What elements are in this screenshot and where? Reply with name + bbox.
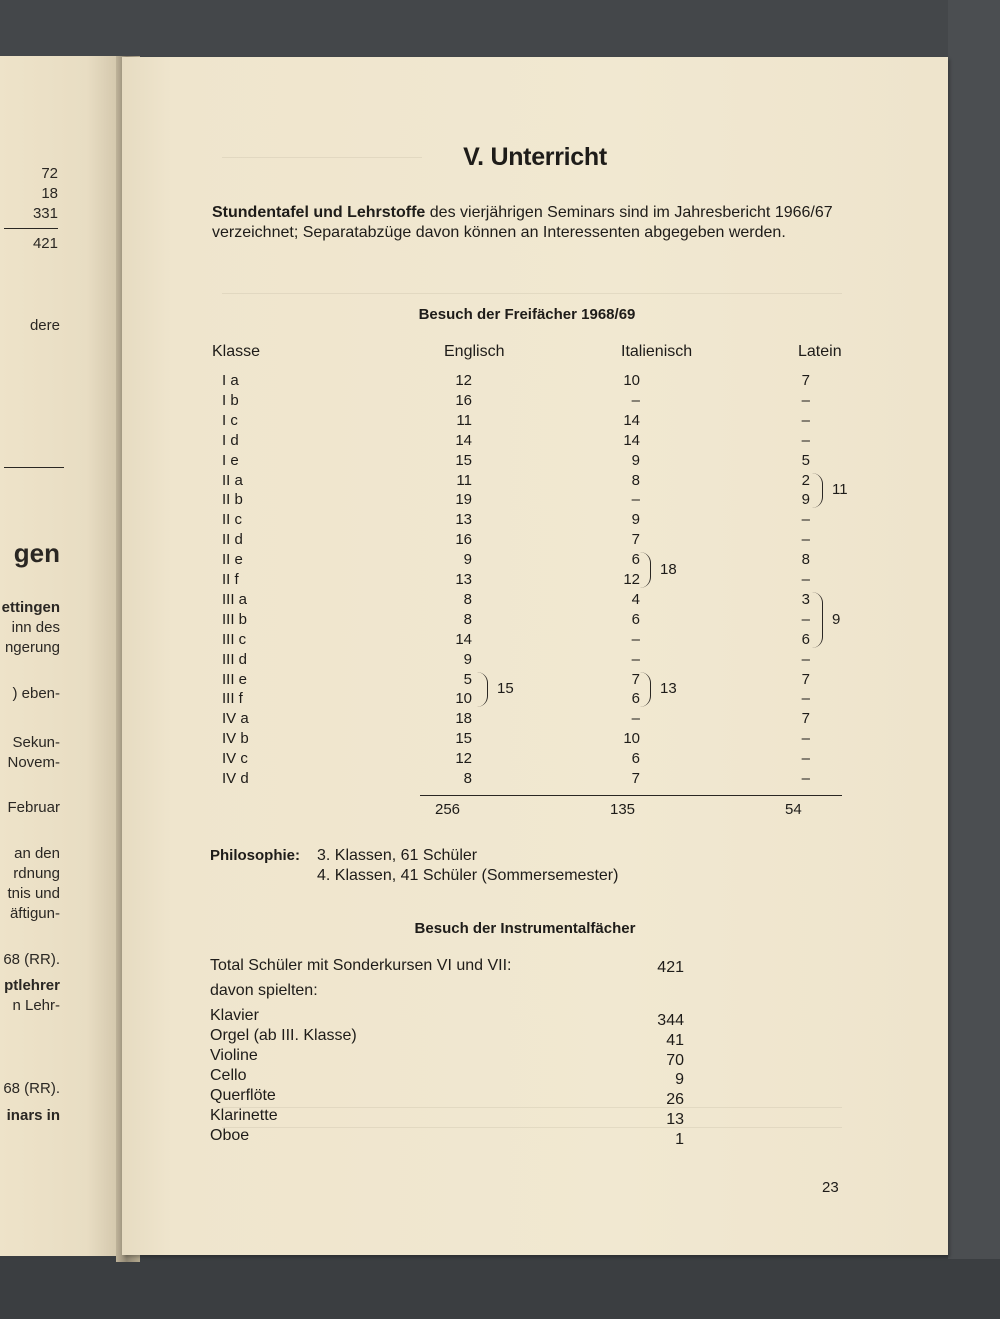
group-brace [812, 592, 823, 648]
cell-latein: – [801, 610, 810, 628]
cell-italienisch: – [631, 491, 640, 509]
cell-latein: 7 [801, 670, 810, 688]
instrument-count: 70 [666, 1052, 684, 1069]
cell-englisch: 10 [455, 690, 472, 708]
row-klasse: II a [222, 471, 243, 489]
cell-italienisch: 10 [623, 730, 640, 748]
row-klasse: III b [222, 610, 248, 628]
cell-latein: – [801, 690, 810, 708]
cell-italienisch: 14 [623, 411, 640, 429]
intro-text: des vierjährigen Seminars sind im Jahresbericht 1966/67 verzeichnet; Separatabzüge davon können an Interessenten abgegeben werden. [212, 204, 833, 241]
instrument-count: 26 [666, 1091, 684, 1108]
instrument-count: 1 [675, 1131, 684, 1148]
cell-englisch: 12 [455, 750, 472, 768]
cell-englisch: 16 [455, 531, 472, 549]
instrumental-subheading: davon spielten: [210, 982, 318, 999]
left-fragment: Februar [7, 799, 60, 816]
cell-italienisch: 6 [631, 610, 640, 628]
scan-background-top [0, 0, 1000, 58]
cell-englisch: 15 [455, 451, 472, 469]
bleed-through [222, 1107, 842, 1108]
scan-background-bottom [0, 1259, 1000, 1319]
row-klasse: IV c [222, 750, 248, 768]
cell-latein: – [801, 750, 810, 768]
row-klasse: II c [222, 511, 243, 529]
cell-englisch: 11 [456, 411, 472, 429]
cell-englisch: 12 [455, 372, 472, 389]
left-fragment: Sekun- [12, 734, 60, 751]
row-klasse: II b [222, 491, 243, 509]
page-title: V. Unterricht [463, 143, 607, 171]
left-number: 18 [41, 185, 58, 202]
cell-englisch: 8 [463, 590, 472, 608]
group-total: 13 [660, 680, 677, 698]
left-fragment: n Lehr- [12, 997, 60, 1014]
cell-italienisch: 9 [631, 451, 640, 469]
cell-englisch: 19 [455, 491, 472, 509]
cell-latein: – [801, 411, 810, 429]
cell-latein: 7 [801, 372, 810, 389]
cell-englisch: 18 [455, 710, 472, 728]
cell-italienisch: – [631, 710, 640, 728]
bleed-through [222, 1127, 842, 1128]
cell-italienisch: 6 [631, 690, 640, 708]
group-total: 15 [497, 680, 514, 698]
scan-background-right [948, 0, 1000, 1319]
group-brace [640, 672, 651, 708]
cell-latein: – [801, 431, 810, 449]
group-brace [640, 552, 651, 588]
instrument-name: Cello [210, 1067, 247, 1084]
row-klasse: I a [222, 372, 239, 389]
cell-latein: – [801, 571, 810, 588]
left-page [0, 56, 124, 1256]
cell-latein: 6 [801, 630, 810, 648]
total-italienisch: 135 [610, 801, 636, 818]
instrument-count: 41 [666, 1032, 684, 1049]
cell-italienisch: 7 [631, 531, 640, 549]
instrumental-total-value: 421 [657, 959, 684, 976]
column-header-latein: Latein [798, 343, 842, 360]
cell-latein: 9 [801, 491, 810, 509]
instrument-count: 9 [675, 1071, 684, 1088]
cell-latein: 2 [801, 471, 810, 489]
instrumental-total-label: Total Schüler mit Sonderkursen VI und VII: [210, 957, 512, 974]
cell-englisch: 15 [455, 730, 472, 748]
row-klasse: IV d [222, 770, 249, 787]
row-klasse: II f [222, 571, 239, 588]
cell-latein: – [801, 730, 810, 748]
philosophie-line: 4. Klassen, 41 Schüler (Sommersemester) [317, 867, 619, 884]
cell-englisch: 13 [455, 571, 472, 588]
cell-englisch: 5 [463, 670, 472, 688]
cell-latein: – [801, 770, 810, 787]
row-klasse: III a [222, 590, 248, 608]
cell-italienisch: – [631, 630, 640, 648]
instrumental-title: Besuch der Instrumentalfächer [414, 920, 636, 937]
left-fragment: an den [14, 845, 60, 862]
group-total: 11 [832, 481, 848, 499]
instrument-name: Klarinette [210, 1107, 278, 1124]
row-klasse: I b [222, 391, 239, 409]
left-fragment: rdnung [13, 865, 60, 882]
group-total: 9 [832, 610, 841, 628]
left-number: 421 [32, 235, 58, 252]
cell-italienisch: 6 [631, 750, 640, 768]
left-fragment: inars in [6, 1107, 60, 1124]
row-klasse: III d [222, 650, 248, 668]
group-total: 18 [660, 561, 677, 578]
cell-latein: 8 [801, 551, 810, 569]
cell-englisch: 13 [455, 511, 472, 529]
cell-englisch: 11 [456, 471, 472, 489]
instrument-name: Violine [210, 1047, 258, 1064]
cell-italienisch: 8 [631, 471, 640, 489]
freifaecher-title: Besuch der Freifächer 1968/69 [418, 306, 636, 323]
cell-italienisch: 4 [631, 590, 640, 608]
cell-latein: – [801, 531, 810, 549]
left-fragment: Novem- [7, 754, 60, 771]
cell-englisch: 9 [463, 551, 472, 569]
column-header-italienisch: Italienisch [621, 343, 693, 360]
row-klasse: I e [222, 451, 239, 469]
right-page [122, 57, 948, 1255]
left-number: 72 [41, 165, 58, 182]
column-header-englisch: Englisch [444, 343, 505, 360]
cell-latein: 3 [801, 590, 810, 608]
cell-italienisch: – [631, 650, 640, 668]
left-sum-rule [4, 228, 58, 229]
left-divider [4, 467, 64, 468]
left-fragment: ) eben- [12, 685, 60, 702]
row-klasse: II e [222, 551, 243, 569]
cell-latein: – [801, 511, 810, 529]
row-klasse: I c [222, 411, 238, 429]
cell-italienisch: 7 [631, 670, 640, 688]
instrument-count: 344 [657, 1012, 684, 1029]
row-klasse: IV b [222, 730, 249, 748]
cell-englisch: 16 [455, 391, 472, 409]
instrument-name: Klavier [210, 1007, 259, 1024]
cell-italienisch: 7 [631, 770, 640, 787]
left-fragment: inn des [11, 619, 60, 636]
left-fragment: 68 (RR). [3, 1080, 60, 1097]
cell-italienisch: 14 [623, 431, 640, 449]
left-fragment: dere [29, 317, 60, 334]
cell-italienisch: 9 [631, 511, 640, 529]
left-fragment: tnis und [7, 885, 60, 902]
bleed-through [222, 293, 842, 294]
cell-latein: – [801, 391, 810, 409]
total-latein: 54 [785, 801, 802, 818]
left-fragment: 68 (RR). [3, 951, 60, 968]
left-number: 331 [32, 205, 58, 222]
cell-englisch: 14 [455, 431, 472, 449]
table-sum-rule [420, 795, 842, 796]
cell-italienisch: 10 [623, 372, 640, 389]
row-klasse: I d [222, 431, 239, 449]
row-klasse: III c [222, 630, 247, 648]
cell-englisch: 14 [455, 630, 472, 648]
cell-italienisch: 6 [631, 551, 640, 569]
left-fragment: äftigun- [9, 905, 60, 922]
left-heading-fragment: gen [13, 538, 60, 568]
cell-latein: – [801, 650, 810, 668]
row-klasse: III f [222, 690, 243, 708]
instrument-name: Orgel (ab III. Klasse) [210, 1027, 357, 1044]
left-fragment: ptlehrer [4, 977, 60, 994]
column-header-klasse: Klasse [212, 343, 261, 360]
left-fragment: ettingen [1, 599, 60, 616]
total-englisch: 256 [435, 801, 461, 818]
cell-englisch: 9 [463, 650, 472, 668]
instrument-name: Querflöte [210, 1087, 276, 1104]
page-number: 23 [822, 1179, 839, 1196]
row-klasse: III e [222, 670, 248, 688]
left-fragment: ngerung [4, 639, 60, 656]
cell-latein: 7 [801, 710, 810, 728]
cell-englisch: 8 [463, 610, 472, 628]
group-brace [812, 473, 823, 509]
philosophie-line: 3. Klassen, 61 Schüler [317, 847, 478, 864]
instrument-name: Oboe [210, 1127, 250, 1144]
intro-paragraph [212, 203, 852, 243]
intro-bold-lead: Stundentafel und Lehrstoffe [212, 204, 426, 221]
group-brace [477, 672, 488, 708]
philosophie-label: Philosophie: [210, 847, 300, 864]
row-klasse: IV a [222, 710, 249, 728]
cell-latein: 5 [801, 451, 810, 469]
instrument-count: 13 [666, 1111, 684, 1128]
cell-italienisch: – [631, 391, 640, 409]
cell-englisch: 8 [463, 770, 472, 787]
cell-italienisch: 12 [623, 571, 640, 588]
row-klasse: II d [222, 531, 243, 549]
